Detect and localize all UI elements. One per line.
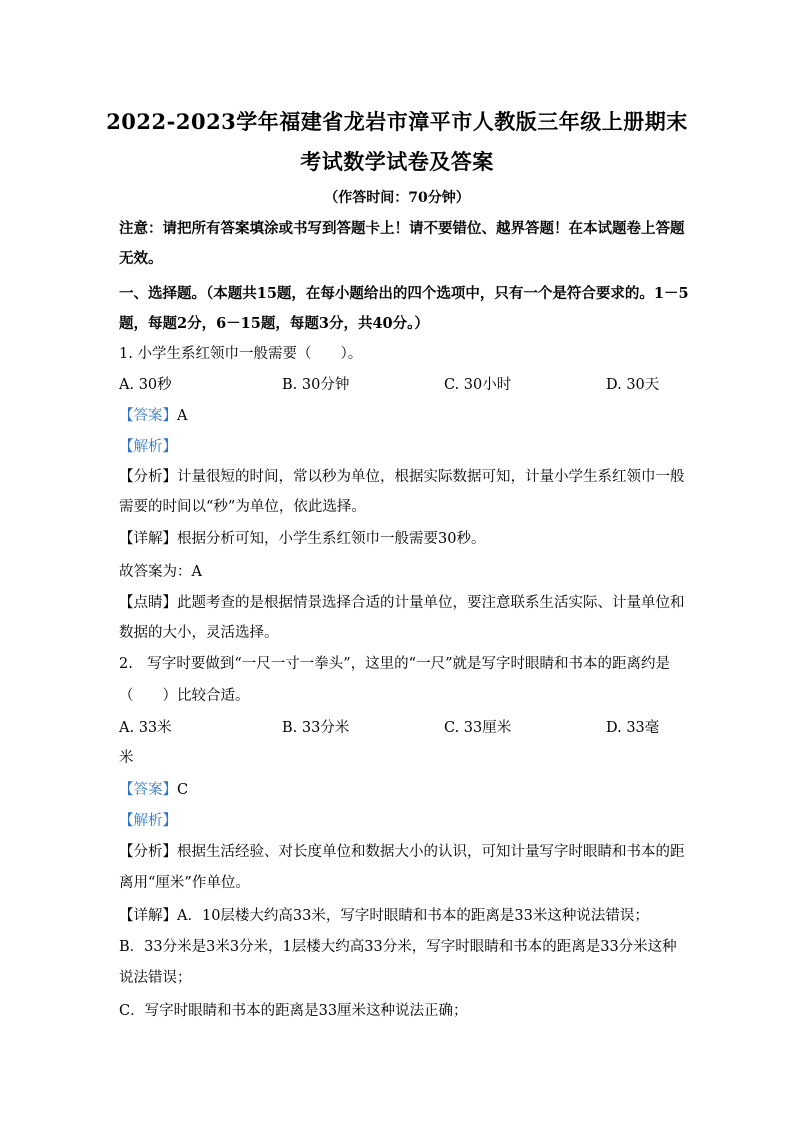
fenxi-tag: 【分析】 xyxy=(119,469,177,485)
q1-stem: 1. 小学生系红领巾一般需要（ ）。 xyxy=(119,346,363,362)
q2-xiangjie-line-4: C．写字时眼睛和书本的距离是33厘米这种说法正确； xyxy=(119,1003,468,1019)
q1-option-a: A. 30秒 xyxy=(119,377,172,393)
q1-final-answer: 故答案为：A xyxy=(119,564,202,580)
fenxi-text: 计量很短的时间，常以秒为单位，根据实际数据可知，计量小学生系红领巾一般 xyxy=(177,469,685,485)
answer-tag: 【答案】 xyxy=(119,408,177,424)
dianjing-tag: 【点睛】 xyxy=(119,595,177,611)
xiangjie-text: A．10层楼大约高33米，写字时眼睛和书本的距离是33米这种说法错误； xyxy=(177,908,649,924)
xiangjie-tag: 【详解】 xyxy=(119,531,177,547)
q1-xiangjie xyxy=(119,527,485,548)
q1-fenxi-line-1 xyxy=(119,465,685,486)
fenxi-tag: 【分析】 xyxy=(119,844,177,860)
answer-value: A xyxy=(177,408,188,424)
answer-tag: 【答案】 xyxy=(119,782,177,798)
jiexi-tag: 【解析】 xyxy=(119,439,177,455)
answer-value: C xyxy=(177,782,189,798)
jiexi-tag: 【解析】 xyxy=(119,813,177,829)
dianjing-text: 此题考查的是根据情景选择合适的计量单位，要注意联系生活实际、计量单位和 xyxy=(177,595,685,611)
q1-option-b: B. 30分钟 xyxy=(282,377,350,393)
q2-option-d: D. 33毫 xyxy=(606,720,660,736)
q2-option-a: A. 33米 xyxy=(119,720,172,736)
time-note: （作答时间：70分钟） xyxy=(324,190,470,206)
q1-dianjing-line-2: 数据的大小，灵活选择。 xyxy=(119,625,279,641)
q2-option-d-wrap: 米 xyxy=(119,750,134,766)
xiangjie-tag: 【详解】 xyxy=(119,908,177,924)
xiangjie-text: 根据分析可知，小学生系红领巾一般需要30秒。 xyxy=(177,531,486,547)
q2-answer xyxy=(119,778,188,799)
q2-fenxi-line-2: 离用“厘米”作单位。 xyxy=(119,875,250,891)
q2-jiexi xyxy=(119,809,177,830)
q2-xiangjie-line-1 xyxy=(119,904,649,925)
q1-option-d: D. 30天 xyxy=(606,377,660,393)
q2-stem-line-1: 2. 写字时要做到“一尺一寸一拳头”，这里的“一尺”就是写字时眼睛和书本的距离约是 xyxy=(119,656,670,672)
q1-jiexi xyxy=(119,435,177,456)
q1-fenxi-line-2: 需要的时间以“秒”为单位，依此选择。 xyxy=(119,499,366,515)
q2-option-b: B. 33分米 xyxy=(282,720,350,736)
notice-line-2: 无效。 xyxy=(119,250,163,267)
notice-line-1: 注意：请把所有答案填涂或书写到答题卡上！请不要错位、越界答题！在本试题卷上答题 xyxy=(119,220,685,237)
q2-stem-line-2: （ ）比较合适。 xyxy=(119,688,250,704)
section-heading-line-1: 一、选择题。（本题共15题，在每小题给出的四个选项中，只有一个是符合要求的。1－5 xyxy=(119,285,689,302)
q1-dianjing-line-1 xyxy=(119,591,685,612)
q2-option-c: C. 33厘米 xyxy=(444,720,512,736)
q1-option-c: C. 30小时 xyxy=(444,377,512,393)
fenxi-text: 根据生活经验、对长度单位和数据大小的认识，可知计量写字时眼睛和书本的距 xyxy=(177,844,685,860)
q2-xiangjie-line-3: 说法错误； xyxy=(119,970,192,986)
q2-xiangjie-line-2: B．33分米是3米3分米，1层楼大约高33分米，写字时眼睛和书本的距离是33分米这种 xyxy=(119,939,677,955)
section-heading-line-2: 题，每题2分，6－15题，每题3分，共40分。） xyxy=(119,315,429,332)
title-line-1: 2022-2023学年福建省龙岩市漳平市人教版三年级上册期末 xyxy=(106,109,688,134)
title-line-2: 考试数学试卷及答案 xyxy=(300,149,494,174)
q2-fenxi-line-1 xyxy=(119,840,685,861)
q1-answer xyxy=(119,404,187,425)
